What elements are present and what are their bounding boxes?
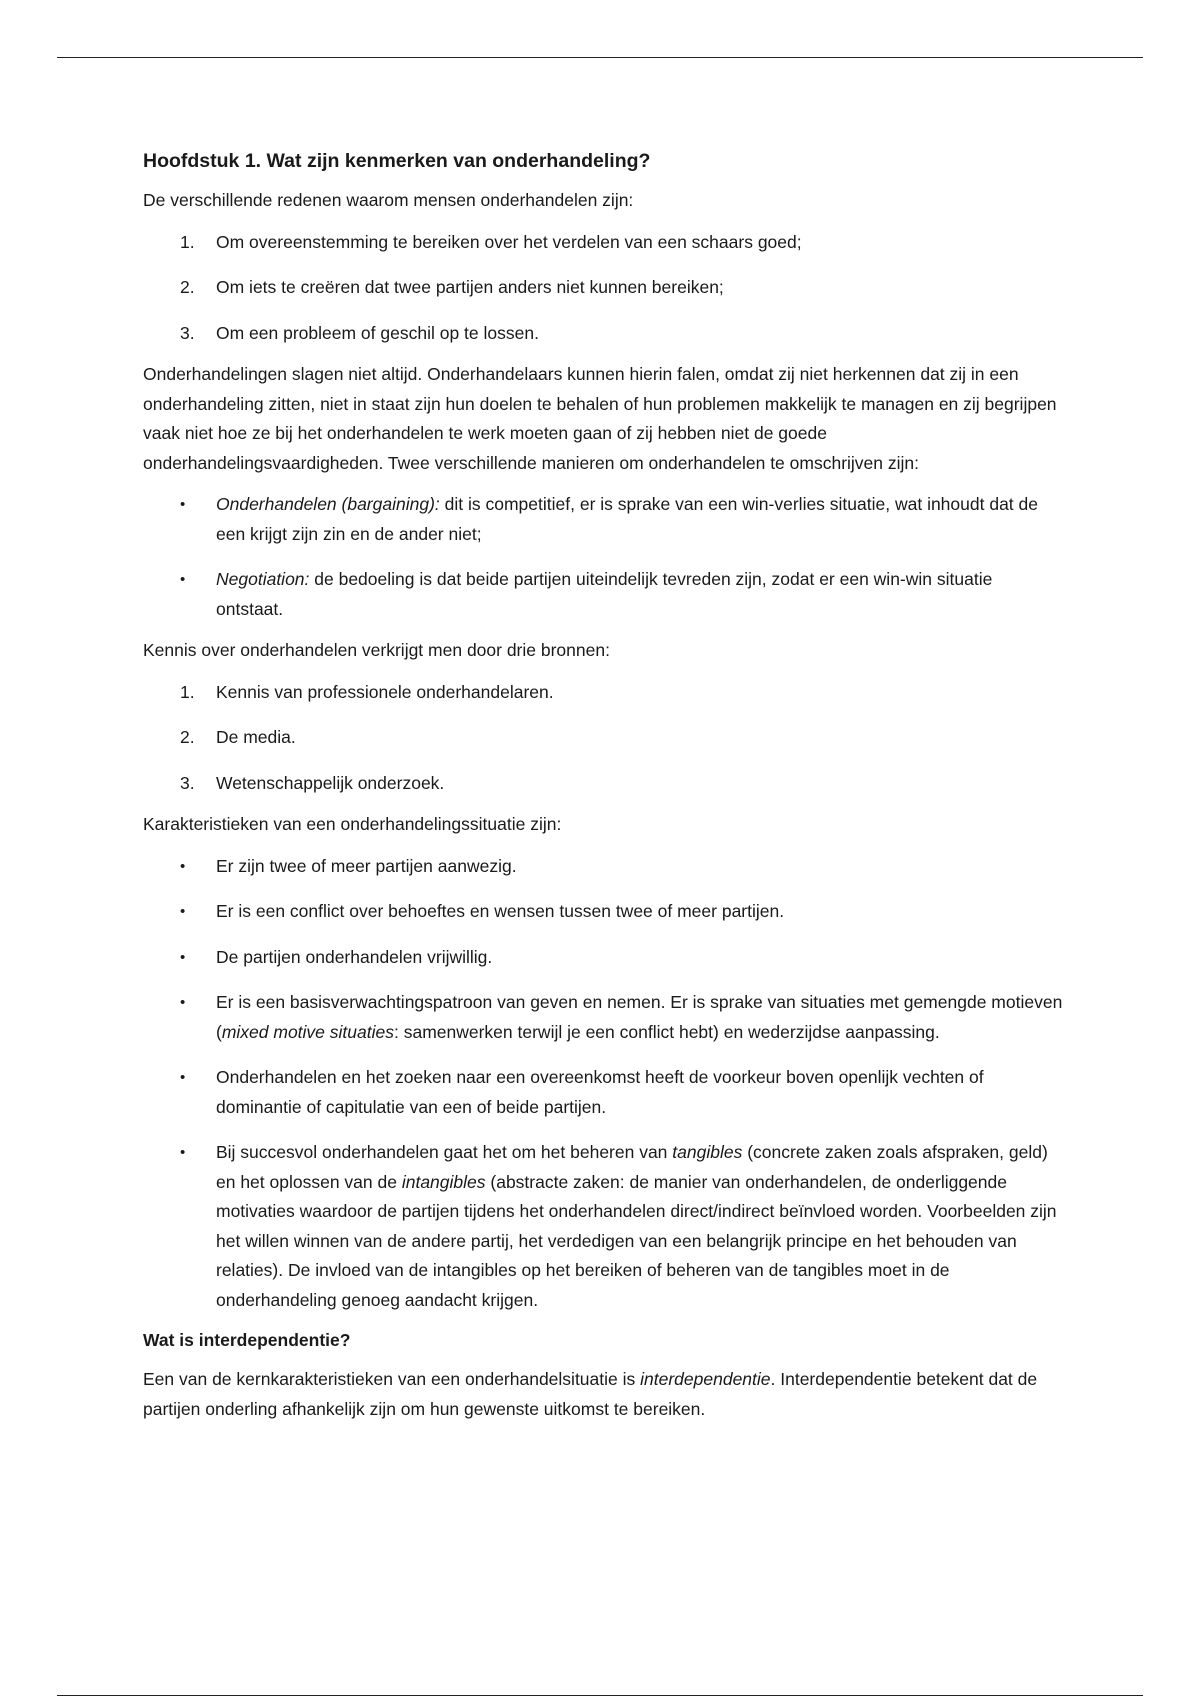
list-item-text: (abstracte zaken: de manier van onderhandelen, de onderliggende motivaties waardoor de partijen tijdens het onderhandelen direct/indirect beïnvloed worden. Voorbeelden zijn het willen winnen van de andere partij, het verdedigen van een belangrijk principe en het behouden van relaties). De invloed van de intangibles op het bereiken of beheren van de tangibles moet in de onderhandeling genoeg aandacht krijgen. xyxy=(216,1171,1057,1310)
intro-reasons: De verschillende redenen waarom mensen onderhandelen zijn: xyxy=(143,190,634,210)
list-item xyxy=(143,319,1063,349)
list-item-text: Om een probleem of geschil op te lossen. xyxy=(216,322,539,343)
list-item-text: Er is een conflict over behoeftes en wensen tussen twee of meer partijen. xyxy=(216,901,785,921)
failure-paragraph: Onderhandelingen slagen niet altijd. Onderhandelaars kunnen hierin falen, omdat zij niet herkennen dat zij in een onderhandeling zitten, niet in staat zijn hun doelen te behalen of hun problemen makkelijk te managen en zij begrijpen vaak niet hoe ze bij het onderhandelen te werk moeten gaan of zij hebben niet de goede onderhandelingsvaardigheden. Twee verschillende manieren om onderhandelen te omschrijven zijn: xyxy=(143,364,1057,473)
list-item-text: De partijen onderhandelen vrijwillig. xyxy=(216,946,493,967)
list-number: 1. xyxy=(180,231,195,252)
list-item xyxy=(143,565,1063,624)
section-heading: Wat is interdependentie? xyxy=(143,1330,351,1350)
term-intangibles: intangibles xyxy=(401,1171,486,1192)
list-item-text: Bij succesvol onderhandelen gaat het om het beheren van xyxy=(216,1142,673,1162)
list-item xyxy=(143,897,1063,927)
list-item xyxy=(143,723,1063,753)
bullet: • xyxy=(180,948,186,966)
list-item xyxy=(143,988,1063,1047)
term-mixed-motive: mixed motive situaties xyxy=(221,1021,394,1042)
list-item xyxy=(143,228,1063,258)
document-body xyxy=(143,148,1063,1436)
list-item xyxy=(143,852,1063,882)
intro-sources: Kennis over onderhandelen verkrijgt men door drie bronnen: xyxy=(143,640,610,660)
list-item-text: Wetenschappelijk onderzoek. xyxy=(216,772,445,793)
list-item xyxy=(143,490,1063,549)
list-item-text: Onderhandelen en het zoeken naar een overeenkomst heeft de voorkeur boven openlijk vechten of dominantie of capitulatie van een of beide partijen. xyxy=(216,1067,984,1117)
list-item xyxy=(143,1138,1063,1315)
list-item xyxy=(143,1063,1063,1122)
list-item-text: Om iets te creëren dat twee partijen anders niet kunnen bereiken; xyxy=(216,277,724,297)
bullet: • xyxy=(180,1144,186,1161)
term-interdependentie: interdependentie xyxy=(640,1369,771,1389)
ways-list xyxy=(143,490,1063,624)
list-item xyxy=(143,678,1063,708)
bullet: • xyxy=(180,571,186,588)
list-item-text: Om overeenstemming te bereiken over het verdelen van een schaars goed; xyxy=(216,231,802,252)
list-item-text: Er is een basisverwachtingspatroon van geven en nemen. Er is sprake van situaties met gemengde motieven ( xyxy=(216,992,1063,1042)
bullet: • xyxy=(180,903,186,920)
list-number: 1. xyxy=(180,681,195,702)
paragraph-text: . Interdependentie betekent dat de partijen onderling afhankelijk zijn om hun gewenste uitkomst te bereiken. xyxy=(143,1369,1038,1419)
term-tangibles: tangibles xyxy=(672,1142,743,1162)
list-item-text: De media. xyxy=(216,727,296,747)
list-item-text: : samenwerken terwijl je een conflict hebt) en wederzijdse aanpassing. xyxy=(393,1021,940,1042)
bullet: • xyxy=(180,496,186,513)
paragraph-text: Een van de kernkarakteristieken van een onderhandelsituatie is xyxy=(143,1369,641,1389)
term-bargaining: Onderhandelen (bargaining): xyxy=(216,494,440,514)
header-rule xyxy=(57,57,1143,58)
intro-characteristics: Karakteristieken van een onderhandelingssituatie zijn: xyxy=(143,814,562,834)
list-item-text: (concrete zaken zoals afspraken, geld) en het oplossen van de xyxy=(216,1142,1048,1192)
list-number: 3. xyxy=(180,322,195,343)
list-number: 3. xyxy=(180,772,195,793)
list-item-text: de bedoeling is dat beide partijen uiteindelijk tevreden zijn, zodat er een win-win situatie ontstaat. xyxy=(216,569,993,619)
list-item xyxy=(143,769,1063,799)
bullet: • xyxy=(180,1069,186,1086)
bullet: • xyxy=(180,857,186,875)
interdependence-paragraph xyxy=(143,1365,1063,1424)
list-number: 2. xyxy=(180,727,195,747)
list-item-text: dit is competitief, er is sprake van een win-verlies situatie, wat inhoudt dat de een krijgt zijn zin en de ander niet; xyxy=(216,494,1038,544)
chapter-title: Hoofdstuk 1. Wat zijn kenmerken van onderhandeling? xyxy=(143,150,651,172)
reasons-list xyxy=(143,228,1063,349)
list-number: 2. xyxy=(180,277,195,297)
list-item xyxy=(143,273,1063,303)
list-item-text: Kennis van professionele onderhandelaren. xyxy=(216,681,554,702)
bullet: • xyxy=(180,994,186,1011)
list-item-text: Er zijn twee of meer partijen aanwezig. xyxy=(216,855,517,876)
characteristics-list xyxy=(143,852,1063,1316)
sources-list xyxy=(143,678,1063,799)
list-item xyxy=(143,943,1063,973)
term-negotiation: Negotiation: xyxy=(216,569,310,589)
footer-rule xyxy=(57,1695,1143,1696)
